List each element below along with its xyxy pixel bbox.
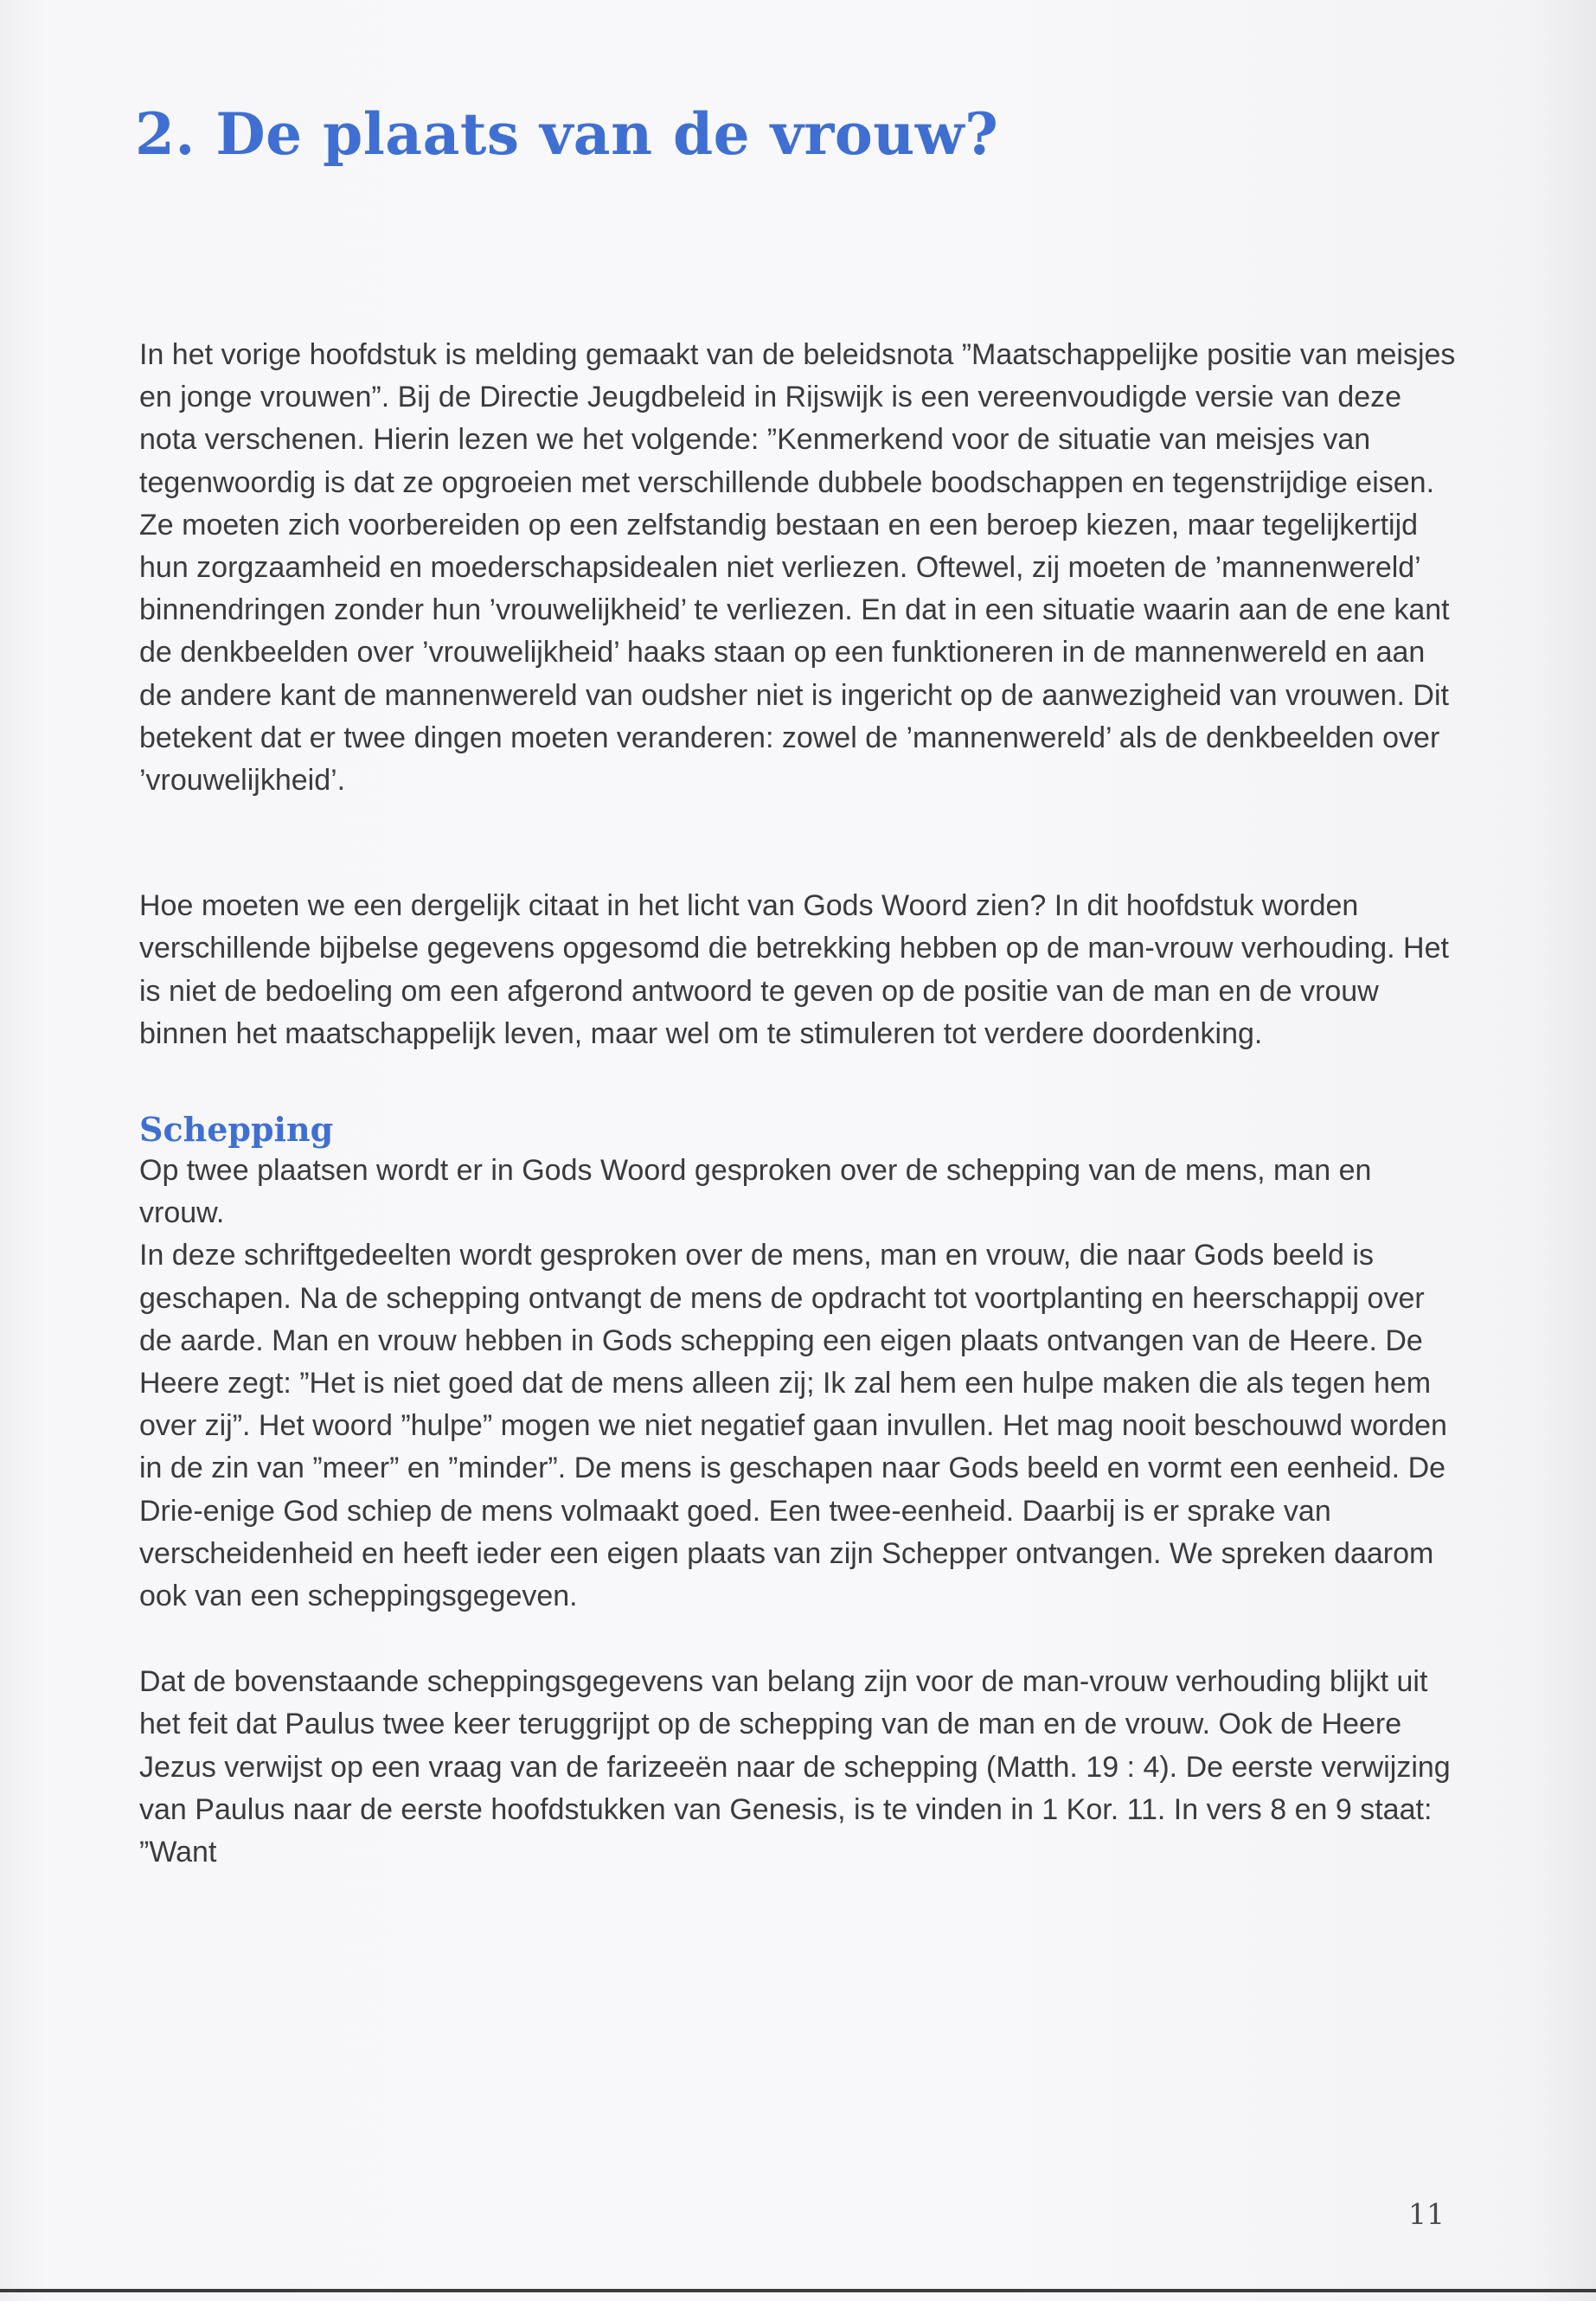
page-bottom-edge [0, 2289, 1596, 2292]
section-paragraph-2: In deze schriftgedeelten wordt gesproken over de mens, man en vrouw, die naar Gods beeld is geschapen. Na de schepping ontvangt de mens de opdracht tot voortplanting en heerschappij over de aarde. Man en vrouw hebben in Gods schepping een eigen plaats ontvangen van de Heere. De Heere zegt: ”Het is niet goed dat de mens alleen zij; Ik zal hem een hulpe maken die als tegen hem over zij”. Het woord ”hulpe” mogen we niet negatief gaan invullen. Het mag nooit beschouwd worden in de zin van ”meer” en ”minder”. De mens is geschapen naar Gods beeld en vormt een eenheid. De Drie-enige God schiep de mens volmaakt goed. Een twee-eenheid. Daarbij is er sprake van verscheidenheid en heeft ieder een eigen plaats van zijn Schepper ontvangen. We spreken daarom ook van een scheppingsgegeven. [139, 1239, 1447, 1613]
intro-paragraph-2: Hoe moeten we een dergelijk citaat in het licht van Gods Woord zien? In dit hoofdstuk worden verschillende bijbelse gegevens opgesomd die betrekking hebben op de man-vrouw verhouding. Het is niet de bedoeling om een afgerond antwoord te geven op de positie van de man en de vrouw binnen het maatschappelijk leven, maar wel om te stimuleren tot verdere doordenking. [139, 889, 1449, 1050]
section-paragraph-1: Op twee plaatsen wordt er in Gods Woord gesproken over de schepping van de mens, man en vrouw. [139, 1154, 1372, 1230]
section-paragraph-3: Dat de bovenstaande scheppingsgegevens van belang zijn voor de man-vrouw verhouding blijkt uit het feit dat Paulus twee keer teruggrijpt op de schepping van de man en de vrouw. Ook de Heere Jezus verwijst op een vraag van de farizeeën naar de schepping (Matth. 19 : 4). De eerste verwijzing van Paulus naar de eerste hoofdstukken van Genesis, is te vinden in 1 Kor. 11. In vers 8 en 9 staat: ”Want [139, 1665, 1451, 1869]
body-text [139, 334, 1463, 1874]
chapter-title: 2. De plaats van de vrouw? [135, 100, 999, 168]
intro-paragraph-1: In het vorige hoofdstuk is melding gemaakt van de beleidsnota ”Maatschappelijke positie van meisjes en jonge vrouwen”. Bij de Directie Jeugdbeleid in Rijswijk is een vereenvoudigde versie van deze nota verschenen. Hierin lezen we het volgende: ”Kenmerkend voor de situatie van meisjes van tegenwoordig is dat ze opgroeien met verschillende dubbele boodschappen en tegenstrijdige eisen. Ze moeten zich voorbereiden op een zelfstandig bestaan en een beroep kiezen, maar tegelijkertijd hun zorgzaamheid en moederschapsidealen niet verliezen. Oftewel, zij moeten de ’mannenwereld’ binnendringen zonder hun ’vrouwelijkheid’ te verliezen. En dat in een situatie waarin aan de ene kant de denkbeelden over ’vrouwelijkheid’ haaks staan op een funktioneren in de mannenwereld en aan de andere kant de mannenwereld van oudsher niet is ingericht op de aanwezigheid van vrouwen. Dit betekent dat er twee dingen moeten veranderen: zowel de ’mannenwereld’ als de denkbeelden over ’vrouwelijkheid’. [139, 338, 1456, 798]
section-heading: Schepping [139, 1110, 334, 1150]
page-number: 11 [1408, 2197, 1445, 2231]
